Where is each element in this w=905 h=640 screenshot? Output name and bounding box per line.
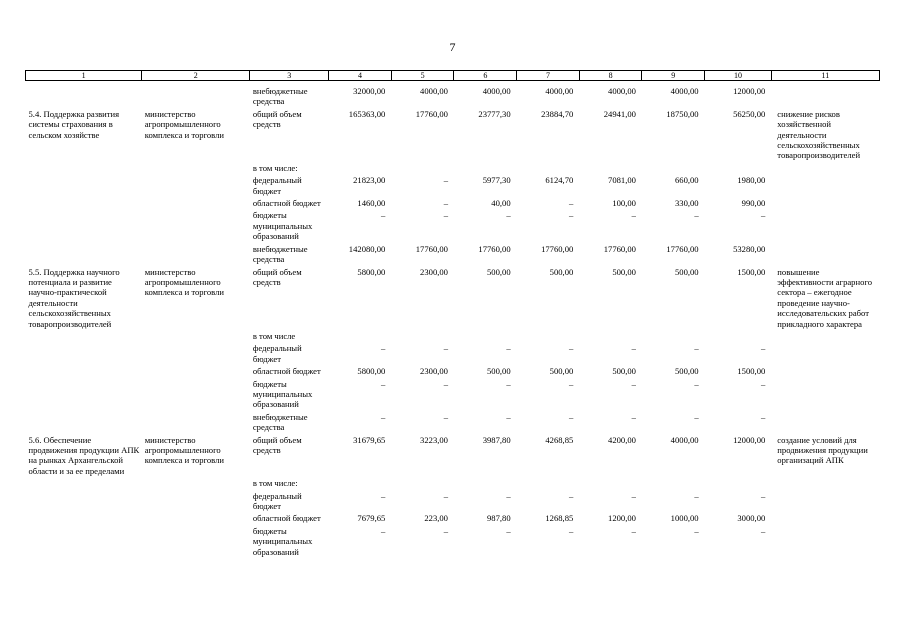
table-cell: 6124,70 <box>545 175 574 186</box>
table-cell: снижение рисков хозяйственной деятельности сельскохозяйственных товаропроизводителей <box>777 108 861 161</box>
table-cell: – <box>631 343 636 354</box>
table-cell <box>329 477 392 489</box>
table-cell: 4000,00 <box>420 86 448 96</box>
table-row <box>26 174 880 197</box>
table-cell: – <box>569 210 574 221</box>
table-cell <box>454 162 517 174</box>
table-row <box>26 434 880 478</box>
table-cell: в том числе <box>252 330 296 341</box>
table-cell: 2300,00 <box>420 366 448 377</box>
table-cell: внебюджетные средства <box>252 243 308 265</box>
table-cell <box>26 81 142 108</box>
table-cell: 2300,00 <box>420 266 448 277</box>
table-cell <box>705 162 772 174</box>
table-cell <box>26 411 142 434</box>
table-row <box>26 490 880 513</box>
table-cell <box>26 162 142 174</box>
table-cell: 17760,00 <box>415 108 448 119</box>
table-cell: 500,00 <box>549 266 574 277</box>
table-cell: – <box>443 175 448 186</box>
table-cell <box>142 411 250 434</box>
table-row <box>26 378 880 411</box>
table-cell: 7679,65 <box>357 513 386 524</box>
table-cell <box>26 330 142 342</box>
table-cell: областной бюджет <box>252 366 321 377</box>
table-row <box>26 243 880 266</box>
table-cell <box>142 477 250 489</box>
column-header: 4 <box>329 71 392 81</box>
table-cell <box>26 209 142 242</box>
table-cell: – <box>761 378 766 389</box>
table-cell <box>142 342 250 365</box>
table-row <box>26 477 880 489</box>
table-cell: 1000,00 <box>670 513 699 524</box>
table-body <box>26 81 880 559</box>
table-cell <box>142 81 250 108</box>
table-cell: 17760,00 <box>603 243 636 254</box>
table-cell: – <box>761 343 766 354</box>
table-cell: 53280,00 <box>733 243 766 254</box>
table-cell: общий объем средств <box>252 108 302 130</box>
table-cell: – <box>381 490 386 501</box>
table-cell <box>771 477 879 489</box>
table-cell <box>391 162 454 174</box>
table-cell: 4000,00 <box>670 86 699 96</box>
table-cell: – <box>381 411 386 422</box>
table-cell: – <box>381 343 386 354</box>
table-cell: федеральный бюджет <box>252 490 302 512</box>
table-cell <box>517 162 580 174</box>
table-cell <box>142 512 250 524</box>
table-cell: 12000,00 <box>733 434 766 445</box>
table-cell: – <box>506 343 511 354</box>
table-cell: министерство агропромышленного комплекса и торговли <box>144 434 224 466</box>
table-cell <box>454 477 517 489</box>
table-cell: в том числе: <box>252 162 298 173</box>
table-cell: 18750,00 <box>666 108 699 119</box>
table-cell: – <box>443 490 448 501</box>
table-cell: 5977,30 <box>482 175 511 186</box>
table-cell <box>391 477 454 489</box>
table-row <box>26 209 880 242</box>
table-cell: – <box>443 411 448 422</box>
table-cell: 32000,00 <box>353 86 386 96</box>
table-cell: 5.6. Обеспечение продвижения продукции АПК на рынках Архангельской области и за ее пределами <box>28 434 140 476</box>
table-row <box>26 266 880 330</box>
table-cell <box>642 162 705 174</box>
table-cell: – <box>694 490 699 501</box>
table-cell: 4000,00 <box>545 86 574 96</box>
table-cell: 17760,00 <box>478 243 511 254</box>
table-cell: 1460,00 <box>357 198 386 209</box>
table-cell: 500,00 <box>612 366 636 377</box>
table-cell: 3000,00 <box>737 513 766 524</box>
table-cell: 1980,00 <box>737 175 766 186</box>
table-cell: 500,00 <box>674 266 699 277</box>
table-cell: 17760,00 <box>415 243 448 254</box>
table-cell: – <box>506 525 511 536</box>
column-header: 8 <box>579 71 642 81</box>
table-cell: – <box>381 525 386 536</box>
column-header: 2 <box>142 71 250 81</box>
table-cell: федеральный бюджет <box>252 343 302 364</box>
table-cell <box>142 243 250 266</box>
table-cell <box>517 477 580 489</box>
table-cell <box>771 330 879 342</box>
table-cell: – <box>506 490 511 501</box>
table-cell: 12000,00 <box>733 86 766 96</box>
table-cell: бюджеты муниципальных образований <box>252 378 313 410</box>
table-cell: – <box>569 378 574 389</box>
table-cell: 5.5. Поддержка научного потенциала и развитие научно-практической деятельности сельскохозяйственных товаропроизводителей <box>28 266 120 329</box>
table-cell: – <box>569 490 574 501</box>
table-cell: – <box>381 210 386 221</box>
table-cell <box>771 378 879 411</box>
table-cell <box>26 174 142 197</box>
table-cell: 500,00 <box>487 366 511 377</box>
table-cell <box>329 330 392 342</box>
table-cell: 1268,85 <box>545 513 574 524</box>
table-cell: – <box>694 210 699 221</box>
table-cell <box>771 342 879 365</box>
table-cell: внебюджетные средства <box>252 411 308 433</box>
table-cell: – <box>506 378 511 389</box>
table-cell: – <box>761 490 766 501</box>
table-cell: – <box>694 378 699 389</box>
column-header: 10 <box>705 71 772 81</box>
table-cell <box>142 490 250 513</box>
table-cell: 142080,00 <box>348 243 386 254</box>
table-cell <box>142 197 250 209</box>
table-cell: 4000,00 <box>670 434 699 445</box>
table-cell: – <box>631 210 636 221</box>
budget-table <box>25 70 880 558</box>
table-cell <box>142 365 250 377</box>
table-cell: – <box>443 198 448 209</box>
table-cell <box>705 330 772 342</box>
table-cell: – <box>569 343 574 354</box>
table-cell <box>705 477 772 489</box>
table-cell: 330,00 <box>674 198 699 209</box>
table-cell <box>142 330 250 342</box>
table-cell <box>771 243 879 266</box>
table-cell: общий объем средств <box>252 434 302 455</box>
page-number: 7 <box>449 40 456 54</box>
table-cell: 223,00 <box>424 513 448 524</box>
table-cell: 165363,00 <box>348 108 386 119</box>
table-cell: общий объем средств <box>252 266 302 287</box>
table-cell <box>771 365 879 377</box>
table-cell: – <box>761 210 766 221</box>
table-row <box>26 411 880 434</box>
table-cell: федеральный бюджет <box>252 175 302 196</box>
table-cell: 40,00 <box>491 198 511 209</box>
table-cell: – <box>569 198 574 209</box>
table-cell: 24941,00 <box>603 108 636 119</box>
table-cell: – <box>443 525 448 536</box>
table-cell <box>771 490 879 513</box>
table-cell: 3223,00 <box>420 434 448 445</box>
table-cell <box>26 378 142 411</box>
table-cell <box>26 490 142 513</box>
table-cell <box>142 209 250 242</box>
table-row <box>26 108 880 162</box>
table-cell: 987,80 <box>487 513 511 524</box>
table-cell <box>142 174 250 197</box>
table-cell: в том числе: <box>252 478 298 489</box>
table-cell <box>579 162 642 174</box>
table-cell: 3987,80 <box>482 434 511 445</box>
table-cell: внебюджетные средства <box>252 86 308 107</box>
table-cell: создание условий для продвижения продукции организаций АПК <box>777 434 868 466</box>
table-row <box>26 525 880 558</box>
table-cell <box>771 162 879 174</box>
table-row <box>26 342 880 365</box>
table-row <box>26 365 880 377</box>
table-cell: 17760,00 <box>666 243 699 254</box>
table-cell: 5800,00 <box>357 266 386 277</box>
table-cell <box>771 197 879 209</box>
table-cell <box>579 477 642 489</box>
column-header: 11 <box>771 71 879 81</box>
table-cell: 7081,00 <box>608 175 636 186</box>
table-cell: – <box>631 378 636 389</box>
table-cell: – <box>694 343 699 354</box>
table-cell: бюджеты муниципальных образований <box>252 525 313 557</box>
table-row <box>26 512 880 524</box>
table-cell: 21823,00 <box>353 175 386 186</box>
table-cell <box>642 477 705 489</box>
table-cell: 500,00 <box>612 266 636 277</box>
table-cell: 500,00 <box>674 366 699 377</box>
table-cell: 660,00 <box>674 175 699 186</box>
column-number-row <box>26 71 880 81</box>
table-cell: – <box>443 210 448 221</box>
table-cell: 5800,00 <box>357 366 386 377</box>
table-cell: 990,00 <box>741 198 766 209</box>
table-cell: 4000,00 <box>608 86 636 96</box>
table-cell <box>142 525 250 558</box>
table-cell: повышение эффективности аграрного сектора – ежегодное проведение научно-исследовательских работ прикладного характера <box>777 266 872 329</box>
table-cell: 500,00 <box>549 366 574 377</box>
column-header: 6 <box>454 71 517 81</box>
table-row <box>26 330 880 342</box>
table-cell <box>771 174 879 197</box>
table-cell: – <box>443 343 448 354</box>
column-header: 9 <box>642 71 705 81</box>
table-cell: бюджеты муниципальных образований <box>252 210 313 242</box>
table-cell: – <box>569 525 574 536</box>
column-header: 1 <box>26 71 142 81</box>
table-cell: – <box>694 411 699 422</box>
table-cell <box>142 378 250 411</box>
table-cell: – <box>761 411 766 422</box>
table-cell <box>26 477 142 489</box>
table-cell <box>579 330 642 342</box>
table-cell: 1500,00 <box>737 366 766 377</box>
table-cell: 100,00 <box>612 198 636 209</box>
table-cell <box>26 342 142 365</box>
column-header: 7 <box>517 71 580 81</box>
table-cell: – <box>761 525 766 536</box>
column-header: 3 <box>250 71 329 81</box>
table-cell: 56250,00 <box>733 108 766 119</box>
table-cell <box>391 330 454 342</box>
table-row <box>26 197 880 209</box>
table-row <box>26 81 880 108</box>
table-cell: 23884,70 <box>541 108 574 119</box>
table-row <box>26 162 880 174</box>
table-cell: – <box>631 490 636 501</box>
table-cell: 500,00 <box>487 266 511 277</box>
table-cell: – <box>694 525 699 536</box>
table-cell: министерство агропромышленного комплекса и торговли <box>144 108 224 140</box>
table-cell <box>26 243 142 266</box>
table-cell <box>771 81 879 108</box>
table-cell: 4268,85 <box>545 434 574 445</box>
table-cell <box>517 330 580 342</box>
table-cell: – <box>569 411 574 422</box>
table-cell: 23777,30 <box>478 108 511 119</box>
table-cell <box>26 525 142 558</box>
table-cell: областной бюджет <box>252 198 321 209</box>
table-cell <box>26 512 142 524</box>
table-cell <box>771 411 879 434</box>
table-cell <box>771 512 879 524</box>
table-cell: 17760,00 <box>541 243 574 254</box>
table-cell: – <box>631 525 636 536</box>
table-cell <box>642 330 705 342</box>
table-cell: 4000,00 <box>482 86 511 96</box>
table-cell: областной бюджет <box>252 513 321 524</box>
column-header: 5 <box>391 71 454 81</box>
table-cell: – <box>381 378 386 389</box>
table-cell: – <box>443 378 448 389</box>
table-cell <box>26 197 142 209</box>
table-cell: – <box>506 210 511 221</box>
table-cell: 1200,00 <box>608 513 636 524</box>
table-cell: 4200,00 <box>608 434 636 445</box>
table-cell <box>771 209 879 242</box>
table-cell: министерство агропромышленного комплекса и торговли <box>144 266 224 298</box>
table-cell: – <box>506 411 511 422</box>
table-cell <box>26 365 142 377</box>
table-cell <box>329 162 392 174</box>
table-cell <box>454 330 517 342</box>
table-cell: – <box>631 411 636 422</box>
table-cell <box>142 162 250 174</box>
table-cell <box>771 525 879 558</box>
table-cell: 31679,65 <box>353 434 386 445</box>
table-cell: 1500,00 <box>737 266 766 277</box>
table-cell: 5.4. Поддержка развития системы страхования в сельском хозяйстве <box>28 108 120 140</box>
